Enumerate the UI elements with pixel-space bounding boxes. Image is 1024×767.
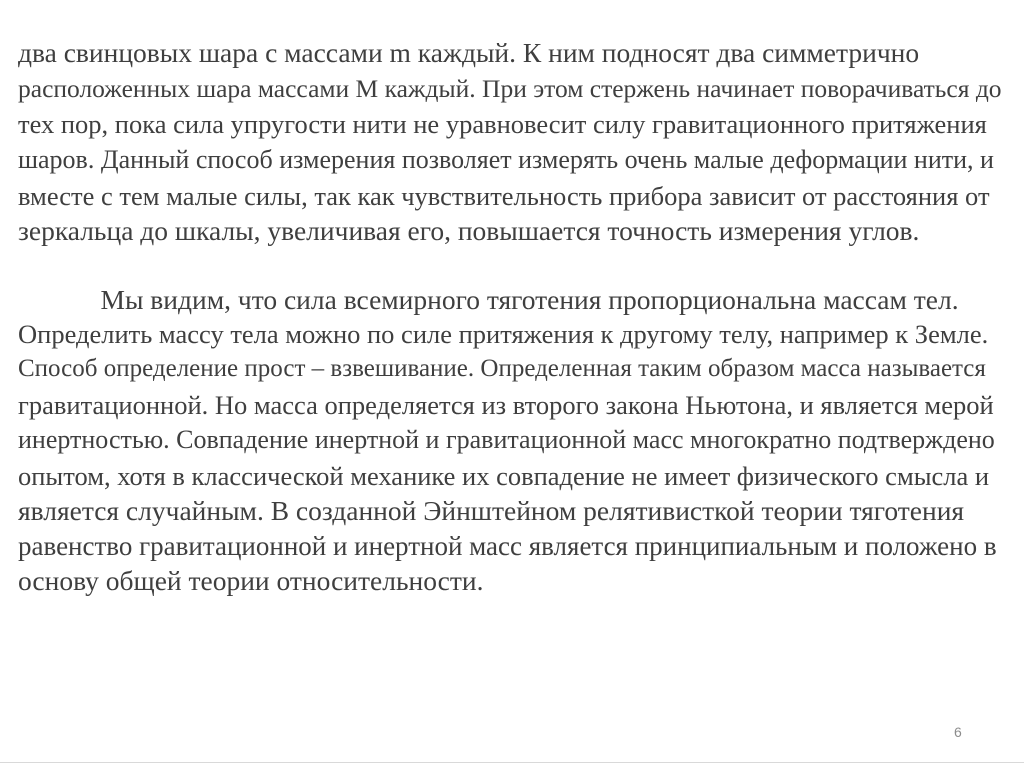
text-line: два свинцовых шара с массами m каждый. К ним подносят два симметрично <box>18 37 920 68</box>
text-line: шаров. Данный способ измерения позволяет измерять очень малые деформации нити, и <box>18 145 994 174</box>
text-line: основу общей теории относительности. <box>18 565 484 596</box>
text-line: расположенных шара массами M каждый. При этом стержень начинает поворачиваться до <box>18 74 1002 103</box>
text-line: инертностью. Совпадение инертной и гравитационной масс многократно подтверждено <box>18 425 995 454</box>
text-line: зеркальца до шкалы, увеличивая его, повышается точность измерения углов. <box>18 215 920 246</box>
text-line: вместе с тем малые силы, так как чувствительность прибора зависит от расстояния от <box>18 181 990 211</box>
text-line: является случайным. В созданной Эйнштейном релятивисткой теории тяготения <box>18 495 965 526</box>
text-line: опытом, хотя в классической механике их совпадение не имеет физического смысла и <box>18 461 990 491</box>
text-line: Способ определение прост – взвешивание. Определенная таким образом масса называется <box>18 355 986 382</box>
text-line: тех пор, пока сила упругости нити не уравновесит силу гравитационного притяжения <box>18 109 987 139</box>
page-number: 6 <box>954 724 962 740</box>
text-line: гравитационной. Но масса определяется из второго закона Ньютона, и является мерой <box>18 390 994 420</box>
text-line: Определить массу тела можно по силе притяжения к другому телу, например к Земле. <box>18 319 989 349</box>
bottom-divider <box>0 762 1024 763</box>
text-line: равенство гравитационной и инертной масс является принципиальным и положено в <box>18 531 997 561</box>
text-line: Мы видим, что сила всемирного тяготения пропорциональна массам тел. <box>18 284 959 315</box>
